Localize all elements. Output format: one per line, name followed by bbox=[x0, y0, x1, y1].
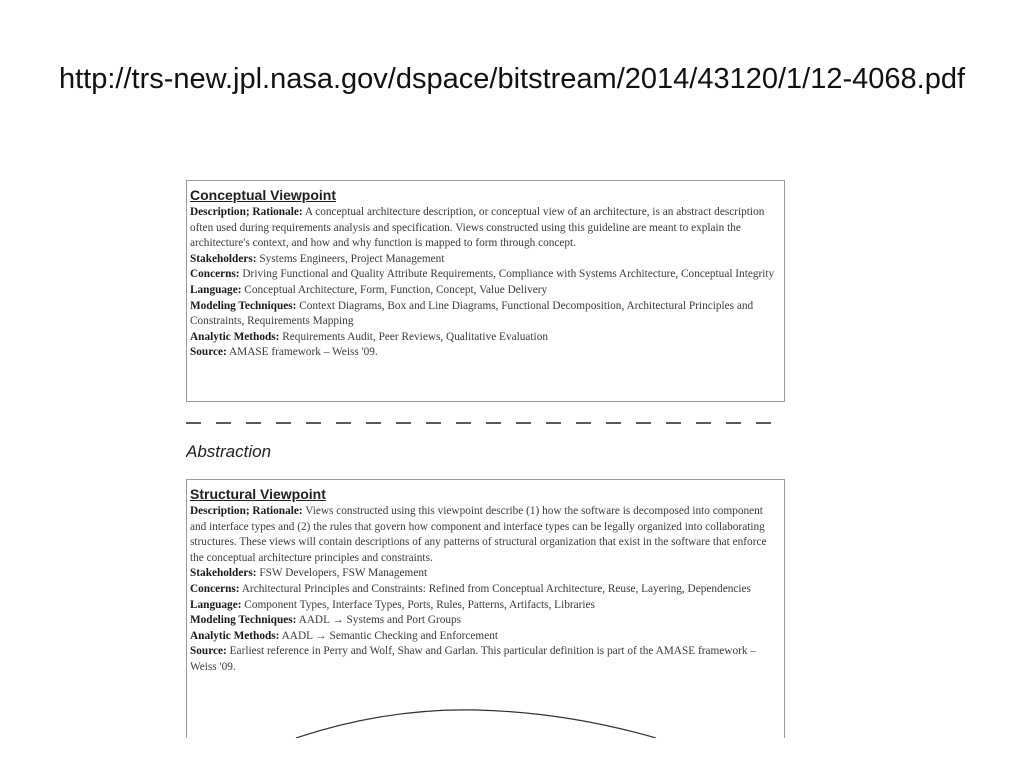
field-text: Requirements Audit, Peer Reviews, Qualitative Evaluation bbox=[279, 330, 548, 343]
field-text: Driving Functional and Quality Attribute Requirements, Compliance with Systems Architecture, Conceptual Integrity bbox=[239, 268, 775, 281]
structural-source bbox=[190, 644, 780, 675]
structural-description bbox=[190, 504, 780, 566]
divider-dash bbox=[276, 422, 291, 424]
field-text: AADL → Systems and Port Groups bbox=[296, 614, 462, 627]
divider-dash bbox=[486, 422, 501, 424]
field-label: Stakeholders: bbox=[190, 252, 257, 265]
structural-analytic-methods bbox=[190, 629, 780, 645]
abstraction-label: Abstraction bbox=[186, 442, 272, 461]
field-label: Source: bbox=[190, 346, 227, 359]
structural-viewpoint-heading: Structural Viewpoint bbox=[190, 486, 326, 502]
divider-dash bbox=[216, 422, 231, 424]
divider-dash bbox=[456, 422, 471, 424]
field-text: A conceptual architecture description, or conceptual view of an architecture, is an abstract description often used during requirements analysis and specification. Views constructed using this guideline are meant to explain the architecture's context, and how and why function is mapped to form through concept. bbox=[190, 206, 765, 250]
divider-dash bbox=[396, 422, 411, 424]
structural-stakeholders bbox=[190, 566, 780, 582]
field-text: Earliest reference in Perry and Wolf, Shaw and Garlan. This particular definition is part of the AMASE framework – Weiss '09. bbox=[190, 645, 756, 673]
conceptual-source bbox=[190, 345, 780, 361]
conceptual-description bbox=[190, 205, 780, 252]
field-label: Analytic Methods: bbox=[190, 330, 280, 343]
field-text: Conceptual Architecture, Form, Function, Concept, Value Delivery bbox=[241, 283, 548, 296]
divider-dash bbox=[576, 422, 591, 424]
divider-dash bbox=[516, 422, 531, 424]
divider-dash bbox=[306, 422, 321, 424]
conceptual-stakeholders bbox=[190, 252, 780, 268]
field-text: Systems Engineers, Project Management bbox=[256, 252, 445, 265]
field-label: Modeling Techniques: bbox=[190, 614, 297, 627]
field-text: Context Diagrams, Box and Line Diagrams, Functional Decomposition, Architectural Principles and Constraints, Requirements Mapping bbox=[190, 299, 754, 328]
field-label: Stakeholders: bbox=[190, 567, 257, 580]
divider-dash bbox=[636, 422, 651, 424]
divider-dash bbox=[696, 422, 711, 424]
conceptual-viewpoint-box bbox=[186, 180, 785, 402]
divider-dash bbox=[546, 422, 561, 424]
field-label: Source: bbox=[190, 645, 227, 658]
divider-dash bbox=[426, 422, 441, 424]
field-label: Description; Rationale: bbox=[190, 505, 303, 517]
conceptual-concerns bbox=[190, 267, 780, 283]
partial-arc-shape bbox=[186, 698, 786, 738]
field-label: Concerns: bbox=[190, 582, 240, 595]
conceptual-language bbox=[190, 283, 780, 299]
slide-title: http://trs-new.jpl.nasa.gov/dspace/bitstream/2014/43120/1/12-4068.pdf bbox=[58, 63, 966, 95]
structural-concerns bbox=[190, 582, 780, 598]
field-label: Concerns: bbox=[190, 268, 240, 281]
field-label: Modeling Techniques: bbox=[190, 299, 297, 312]
conceptual-modeling-techniques bbox=[190, 299, 780, 330]
structural-language bbox=[190, 598, 780, 614]
field-text: AMASE framework – Weiss '09. bbox=[226, 346, 378, 359]
dashed-divider bbox=[186, 422, 786, 426]
conceptual-analytic-methods bbox=[190, 330, 780, 346]
field-label: Language: bbox=[190, 283, 242, 296]
document-figure bbox=[186, 178, 786, 738]
field-text: AADL → Semantic Checking and Enforcement bbox=[279, 629, 498, 642]
field-label: Analytic Methods: bbox=[190, 629, 280, 642]
field-text: Architectural Principles and Constraints: Refined from Conceptual Architecture, Reuse, Layering, Dependencies bbox=[239, 582, 751, 595]
field-label: Language: bbox=[190, 598, 242, 611]
structural-modeling-techniques bbox=[190, 613, 780, 629]
divider-dash bbox=[726, 422, 741, 424]
divider-dash bbox=[756, 422, 771, 424]
field-text: FSW Developers, FSW Management bbox=[256, 567, 428, 580]
divider-dash bbox=[606, 422, 621, 424]
divider-dash bbox=[336, 422, 351, 424]
field-text: Component Types, Interface Types, Ports, Rules, Patterns, Artifacts, Libraries bbox=[241, 598, 595, 611]
divider-dash bbox=[666, 422, 681, 424]
field-label: Description; Rationale: bbox=[190, 206, 303, 218]
divider-dash bbox=[246, 422, 261, 424]
divider-dash bbox=[366, 422, 381, 424]
field-text: Views constructed using this viewpoint describe (1) how the software is decomposed into component and interface types and (2) the rules that govern how component and interface types can be legally organized into collaborating structures. These views will contain descriptions of any patterns of structural organization that exist in the software that enforce the conceptual architecture principles and constraints. bbox=[190, 505, 767, 564]
divider-dash bbox=[186, 422, 201, 424]
arc-curve bbox=[296, 710, 656, 738]
conceptual-viewpoint-heading: Conceptual Viewpoint bbox=[190, 187, 336, 203]
